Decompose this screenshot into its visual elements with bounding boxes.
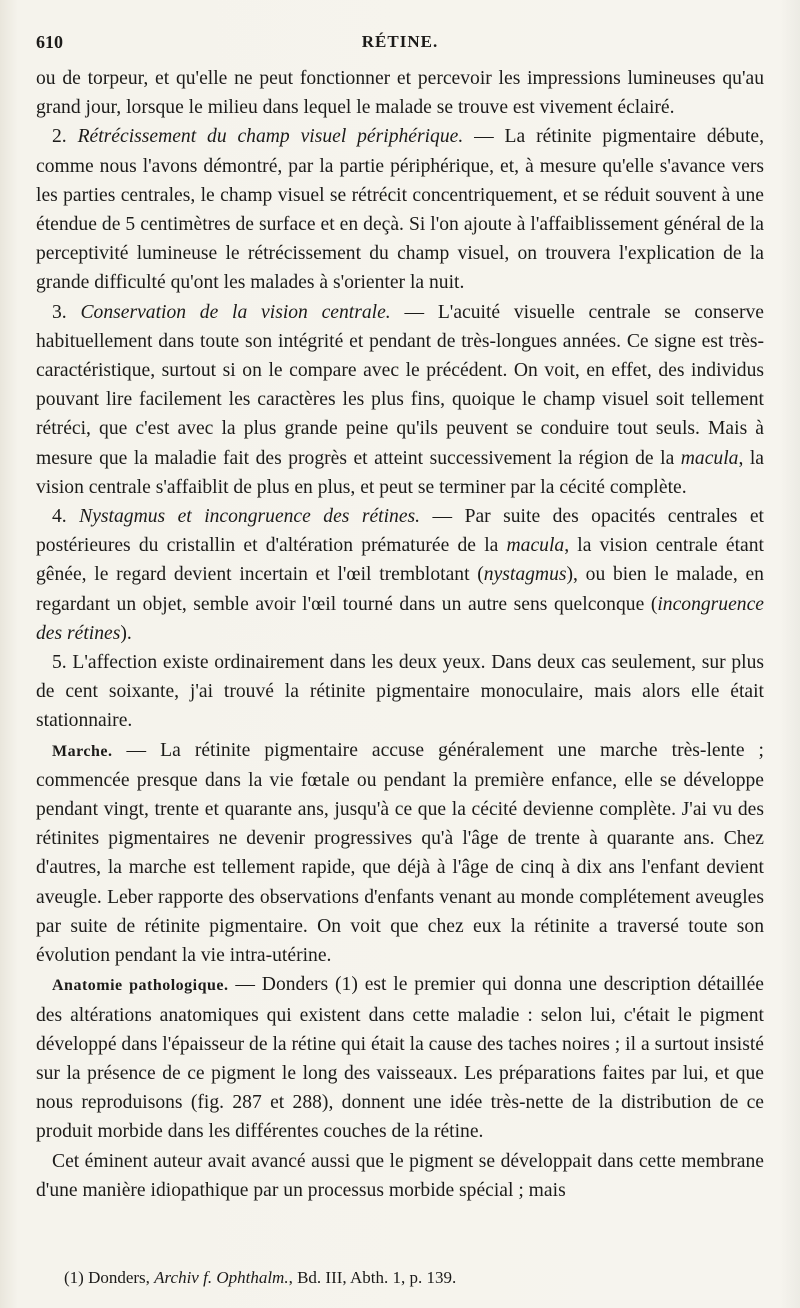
paragraph-idiopathic: Cet éminent auteur avait avancé aussi que le pigment se développait dans cette membrane d'une manière idiopathique par un processus morbide spécial ; mais (36, 1150, 764, 1201)
item-text: — L'acuité visuelle centrale se conserve habituellement dans toute son intégrité et pendant de très-longues années. Ce signe est très-caractéristique, surtout si on le compare avec le précédent. On voit, en effet, des individus pouvant lire facilement les caractères les plus fins, quoique le champ visuel soit tellement rétréci, que c'est avec la plus grande peine qu'ils peuvent se conduire tout seuls. Mais à mesure que la maladie fait des progrès et atteint successivement la région de la (36, 301, 764, 469)
paragraph-continuation: ou de torpeur, et qu'elle ne peut fonctionner et percevoir les impressions lumineuses qu'au grand jour, lorsque le milieu dans lequel le malade se trouve est vivement éclairé. (36, 68, 764, 119)
section-text: — Donders (1) est le premier qui donna une description détaillée des altérations anatomiques qui existent dans cette maladie : selon lui, c'était le pigment développé dans l'épaisseur de la rétine qui était la cause des taches noires ; il a surtout insisté sur la présence de ce pigment le long des vaisseaux. Les préparations faites par lui, et que nous reproduisons (fig. 287 et 288), donnent une idée très-nette de la distribution de ce produit morbide dans les différentes couches de la rétine. (36, 974, 764, 1143)
section-text: — La rétinite pigmentaire accuse généralement une marche très-lente ; commencée presque dans la vie fœtale ou pendant la première enfance, elle se développe pendant vingt, trente et quarante ans, jusqu'à ce que la cécité devienne complète. J'ai vu des rétinites pigmentaires ne devenir progressives qu'à l'âge de trente à quarante ans. Chez d'autres, la marche est tellement rapide, que déjà à l'âge de cinq à dix ans l'enfant devient aveugle. Leber rapporte des observations d'enfants venant au monde complétement aveugles par suite de rétinite pigmentaire. On voit que chez eux la rétinite a traversé toute son évolution pendant la vie intra-utérine. (36, 739, 764, 967)
item-number: 3. (52, 301, 67, 323)
item-number: 4. (52, 506, 67, 528)
item-title: Rétrécissement du champ visuel périphérique. (77, 126, 464, 148)
item-text: ), ou bien le malade, en regardant un objet, semble avoir l'œil tourné dans un autre sens quelconque ( (36, 564, 764, 615)
running-head (36, 30, 764, 58)
item-text: , la vision centrale s'affaiblit de plus en plus, et peut se terminer par la cécité complète. (36, 447, 765, 498)
paragraph-course (36, 736, 764, 971)
item-emphasis: macula (680, 447, 739, 469)
body-text (36, 64, 764, 1205)
footnote-journal: Archiv f. Ophthalm. (154, 1268, 289, 1287)
running-title: RÉTINE. (361, 32, 439, 51)
footnote (64, 1268, 456, 1288)
paragraph-central-vision (36, 298, 764, 502)
item-text: ). (120, 622, 132, 644)
section-title: Anatomie pathologique. (52, 977, 229, 995)
item-emphasis: macula (506, 535, 565, 557)
item-text: — La rétinite pigmentaire débute, comme nous l'avons démontré, par la partie périphérique, et, à mesure qu'elle s'avance vers les parties centrales, le champ visuel se rétrécit concentriquement, et se réduit souvent à une étendue de 5 centimètres de surface et en deçà. Si l'on ajoute à l'affaiblissement général de la perceptivité lumineuse le rétrécissement du champ visuel, on trouvera l'explication de la grande difficulté qu'ont les malades à s'orienter la nuit. (36, 126, 764, 294)
paragraph-pathology (36, 970, 764, 1146)
paragraph-bilateral: 5. L'affection existe ordinairement dans les deux yeux. Dans deux cas seulement, sur plus de cent soixante, j'ai trouvé la rétinite pigmentaire monoculaire, mais alors elle était stationnaire. (36, 652, 764, 732)
item-number: 2. (52, 126, 67, 148)
footnote-rest: , Bd. III, Abth. 1, p. 139. (288, 1268, 457, 1287)
paragraph-nystagmus (36, 502, 764, 648)
paragraph-field-narrowing (36, 122, 764, 297)
item-title: Conservation de la vision centrale. (80, 301, 391, 323)
item-text: , la vision centrale étant gênée, le regard devient incertain et l'œil tremblotant ( (36, 535, 764, 586)
footnote-marker: (1) Donders, (64, 1268, 150, 1287)
page-number: 610 (36, 32, 63, 52)
item-text: — Par suite des opacités centrales et postérieures du cristallin et d'altération prématurée de la (36, 506, 765, 557)
item-emphasis: incongruence des rétines (36, 593, 764, 644)
item-emphasis: nystagmus (483, 564, 567, 586)
section-title: Marche. (52, 742, 113, 760)
item-title: Nystagmus et incongruence des rétines. (79, 506, 421, 528)
